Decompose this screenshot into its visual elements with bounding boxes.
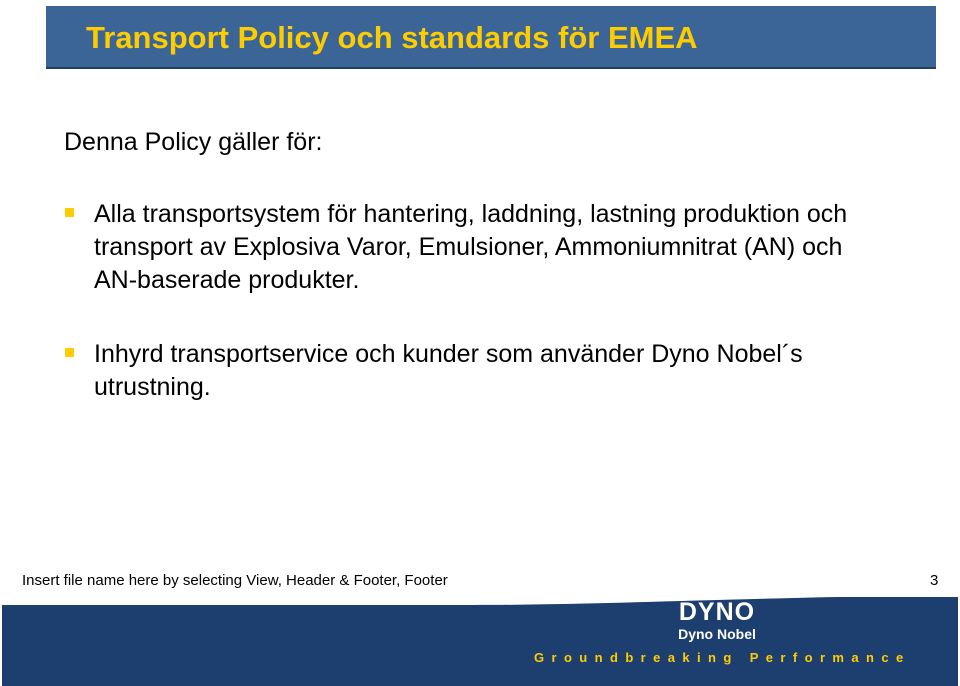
- square-bullet-icon: [65, 348, 74, 357]
- title-bar: [46, 6, 936, 69]
- footer-note: Insert file name here by selecting View, Header & Footer, Footer: [22, 572, 448, 589]
- bullet-item-1: [64, 198, 884, 297]
- bullet-item-2: [64, 338, 884, 404]
- logo-subtitle: Dyno Nobel: [678, 626, 756, 642]
- intro-text: Denna Policy gäller för:: [64, 128, 323, 156]
- logo-wordmark: DYNO: [678, 598, 756, 626]
- bullet-text: Inhyrd transportservice och kunder som använder Dyno Nobel´s utrustning.: [94, 340, 803, 401]
- page-number: 3: [930, 572, 939, 589]
- bullet-text: Alla transportsystem för hantering, laddning, lastning produktion och transport av Explosiva Varor, Emulsioner, Ammoniumnitrat (AN) och AN-baserade produkter.: [94, 200, 848, 294]
- page-title: Transport Policy och standards för EMEA: [86, 20, 698, 55]
- footer-wave-shape: [2, 597, 958, 686]
- square-bullet-icon: [65, 208, 74, 217]
- tagline: Groundbreaking Performance: [534, 650, 911, 665]
- footer-band: [2, 597, 958, 686]
- dyno-nobel-logo: [672, 598, 762, 642]
